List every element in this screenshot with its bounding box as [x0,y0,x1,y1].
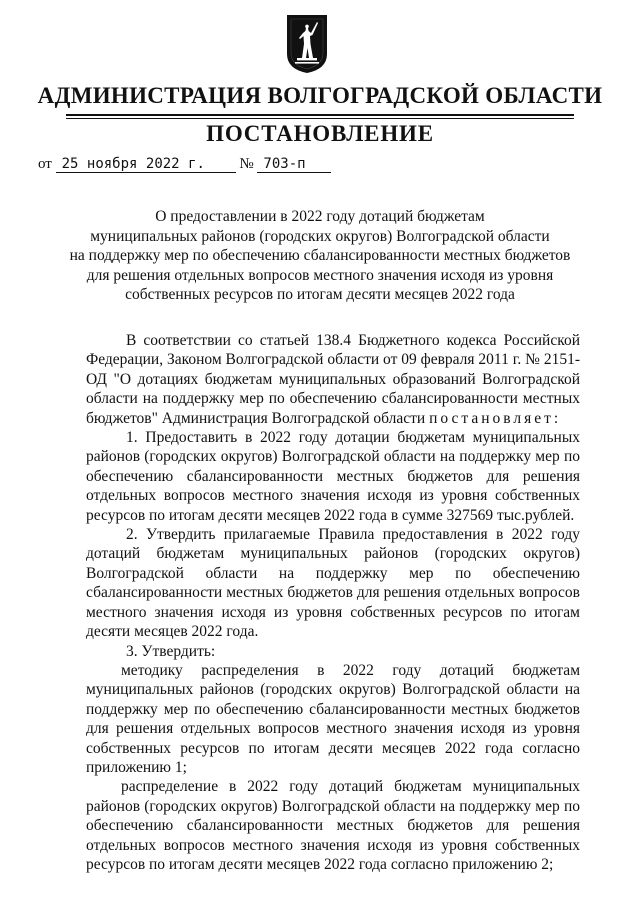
title-line: на поддержку мер по обеспечению сбалансированности местных бюджетов [69,247,571,264]
date-prefix: от [38,156,52,172]
title-line: муниципальных районов (городских округов) Волгоградской области [90,227,550,245]
preamble-text: В соответствии со статьей 138.4 Бюджетного кодекса Российской Федерации, Законом Волгоградской области от 09 февраля 2011 г. № 2151-ОД "О дотациях бюджетам муниципальных образований Волгоградской области на поддержку мер по обеспечению сбалансированности местных бюджетов" Администрация Волгоградской области [86,332,580,427]
document-body [86,331,580,874]
number-prefix: № [239,156,254,172]
title-line: для решения отдельных вопросов местного значения исходя из уровня [86,266,554,284]
title-line: собственных ресурсов по итогам десяти месяцев 2022 года [125,286,515,303]
document-date: 25 ноября 2022 г. [56,157,236,173]
header-rule-thick [66,114,574,116]
item-2-paragraph: 2. Утвердить прилагаемые Правила предоставления в 2022 году дотаций бюджетам муниципальных районов (городских округов) Волгоградской области на поддержку мер по обеспечению сбалансированности местных бюджетов для решения отдельных вопросов местного значения исходя из уровня собственных ресурсов по итогам десяти месяцев 2022 года. [86,526,580,641]
date-number-line [38,156,331,173]
title-line: О предоставлении в 2022 году дотаций бюджетам [155,208,485,225]
volgograd-region-coat-of-arms-icon [286,14,328,74]
document-number: 703-п [257,157,331,173]
document-title [60,207,580,305]
organization-name: АДМИНИСТРАЦИЯ ВОЛГОГРАДСКОЙ ОБЛАСТИ [37,83,603,108]
preamble-paragraph [86,331,580,428]
document-type: ПОСТАНОВЛЕНИЕ [206,121,434,146]
header-rule-thin [66,118,574,119]
item-1-paragraph: 1. Предоставить в 2022 году дотации бюджетам муниципальных районов (городских округов) Волгоградской области на поддержку мер по обеспечению сбалансированности местных бюджетов для решения отдельных вопросов местного значения исходя из уровня собственных ресурсов по итогам десяти месяцев 2022 года в сумме 327569 тыс.рублей. [86,429,580,524]
item-3-intro: 3. Утвердить: [126,642,216,660]
item-3-methodology-paragraph: методику распределения в 2022 году дотаций бюджетам муниципальных районов (городских округов) Волгоградской области на поддержку мер по обеспечению сбалансированности местных бюджетов для решения отдельных вопросов местного значения исходя из уровня собственных ресурсов по итогам десяти месяцев 2022 года согласно приложению 1; [86,661,580,776]
item-3-distribution-paragraph: распределение в 2022 году дотаций бюджетам муниципальных районов (городских округов) Волгоградской области на поддержку мер по обеспечению сбалансированности местных бюджетов для решения отдельных вопросов местного значения исходя из уровня собственных ресурсов по итогам десяти месяцев 2022 года согласно приложению 2; [86,778,580,873]
resolution-word: постановляет: [429,409,562,427]
